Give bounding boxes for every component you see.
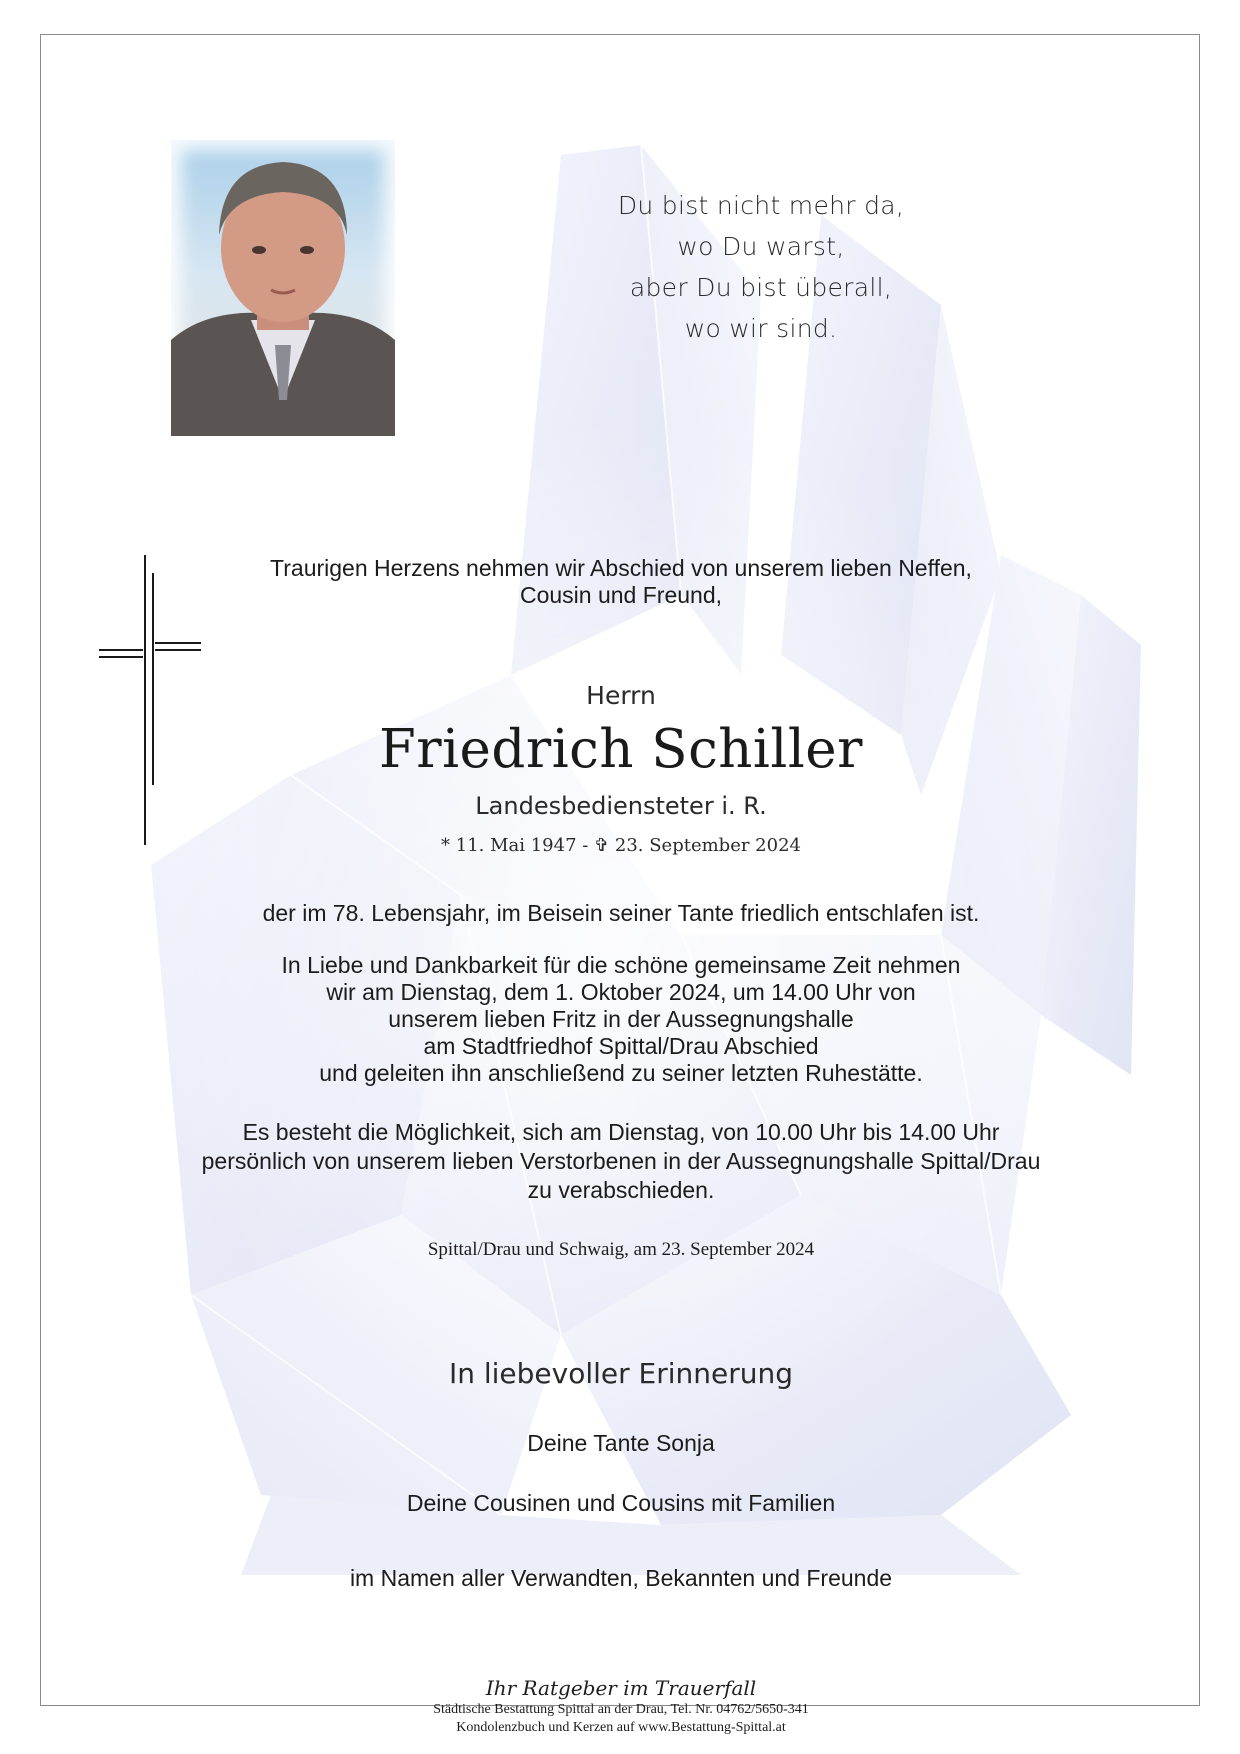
footer-slogan: Ihr Ratgeber im Trauerfall <box>485 1676 757 1700</box>
paragraph-line: am Stadtfriedhof Spittal/Drau Abschied <box>423 1033 819 1059</box>
paragraph-line: und geleiten ihn anschließend zu seiner letzten Ruhestätte. <box>319 1060 923 1086</box>
mourner-tante: Deine Tante Sonja <box>527 1430 715 1456</box>
footer-website: Kondolenzbuch und Kerzen auf www.Bestattung-Spittal.at <box>456 1720 786 1735</box>
paragraph-line: In Liebe und Dankbarkeit für die schöne gemeinsame Zeit nehmen <box>281 952 961 978</box>
paragraph-line: persönlich von unserem lieben Verstorbenen in der Aussegnungshalle Spittal/Drau <box>201 1148 1041 1174</box>
deceased-name: Friedrich Schiller <box>379 719 863 780</box>
deceased-title: Landesbediensteter i. R. <box>475 792 767 820</box>
intro-line: Cousin und Freund, <box>519 582 722 608</box>
farewell-paragraph <box>41 952 1201 1087</box>
paragraph-line: Es besteht die Möglichkeit, sich am Dienstag, von 10.00 Uhr bis 14.00 Uhr <box>242 1119 1000 1145</box>
verse-line: wo Du warst, <box>677 232 845 261</box>
portrait-photo <box>171 140 395 436</box>
passed-text: der im 78. Lebensjahr, im Beisein seiner Tante friedlich entschlafen ist. <box>262 900 980 926</box>
memory-heading: In liebevoller Erinnerung <box>448 1357 794 1390</box>
verse-line: wo wir sind. <box>684 314 838 343</box>
verse <box>601 185 921 349</box>
verse-line: Du bist nicht mehr da, <box>617 191 905 220</box>
mourner-cousins: Deine Cousinen und Cousins mit Familien <box>406 1490 836 1516</box>
life-dates: * 11. Mai 1947 - ✞ 23. September 2024 <box>441 835 801 856</box>
viewing-paragraph <box>41 1118 1201 1205</box>
place-date: Spittal/Drau und Schwaig, am 23. September 2024 <box>427 1239 815 1260</box>
paragraph-line: unserem lieben Fritz in der Aussegnungshalle <box>388 1006 854 1032</box>
obituary-card <box>40 34 1200 1735</box>
salutation: Herrn <box>586 681 656 710</box>
paragraph-line: wir am Dienstag, dem 1. Oktober 2024, um 14.00 Uhr von <box>326 979 916 1005</box>
mourner-namen: im Namen aller Verwandten, Bekannten und Freunde <box>349 1565 893 1591</box>
intro-line: Traurigen Herzens nehmen wir Abschied von unserem lieben Neffen, <box>270 555 972 581</box>
verse-line: aber Du bist überall, <box>629 273 893 302</box>
paragraph-line: zu verabschieden. <box>527 1177 715 1203</box>
footer-contact: Städtische Bestattung Spittal an der Drau, Tel. Nr. 04762/5650-341 <box>433 1702 809 1717</box>
intro-text <box>41 555 1201 609</box>
